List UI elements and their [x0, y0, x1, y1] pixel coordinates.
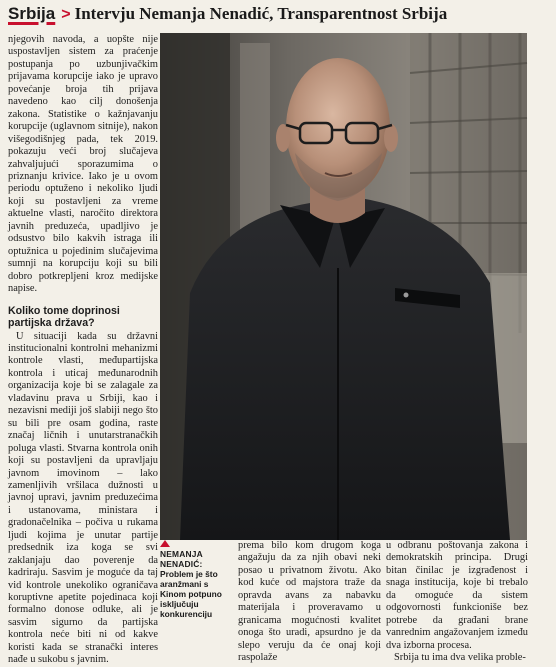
portrait-illustration: [160, 33, 527, 540]
article-column-3: [238, 540, 381, 664]
article-column-4: [386, 540, 528, 664]
interview-question: Koliko tome doprinosi partijska država?: [8, 304, 120, 330]
paragraph: u odbranu poštovanja zakona i demokratskih principa. Drugi bitan činilac je izgrađenost i snaga institucija, koje bi trebalo da omoguće da sistem odgovornosti funkcioniše bez potrebe da građani brane vanrednim angažovanjem između dva izborna procesa.: [386, 540, 528, 651]
article-column-1: [8, 34, 158, 666]
paragraph: njegovih navoda, a uopšte nije uspostavljen sistem za praćenje postupanja po uzbunjivačkim prijavama korupcije iako je upravo povećanje broja tih prijava navedeno kao cilj donošenja zakona. Statistike o kažnjavanju korupcije (uglavnom sitnije), nakon višegodišnjeg pada, tek 2019. pokazuju veći broj slučajeva zahvaljujući sporazumima o priznanju krivice. Iako je u ovom periodu optuženo i nekoliko ljudi koji su postavljeni za vreme aktuelne vlasti, naročito direktora javnih preduzeća, upadljivo je odsustvo bilo kakvih istraga ili optužnica u pojedinim slučajevima sumnji na korupciju koji su bili dobro potkrepljeni kroz medijske napise.: [8, 34, 158, 295]
paragraph: U situaciji kada su državni institucionalni kontrolni mehanizmi kontrole vlasti, međupartijska kontrola i uticaj međunarodnih organizacija koje bi se zalagale za vladavinu prava u Srbiji, kao i nezavisni mediji još slabiji nego što su bili pre osam godina, raste značaj ličnih i unutarstranačkih poluga vlasti. Stvarna kontrola onih koji su postavljeni da upravljaju javnom imovinom – lako zamenljivih vršilaca dužnosti u javnoj upravi, javnim preduzećima i ustanovama, ministara i gradonačelnika – počiva u rukama ljudi kojima je unutar partije predsednik iza koga se svi zaklanjaju dao poverenje da kadriraju. Sasvim je moguće da taj vid kontrole unekoliko ograničava koruptivne apetite pojedinaca koji formalno donose odluke, ali je sasvim sigurno da partijska kontrola neće biti ni od kakve koristi kada se stranački interes nađe u sukobu s javnim.: [8, 330, 158, 666]
caption-text: Problem je što aranžmani s Kinom potpuno isključuju konkurenciju: [160, 569, 222, 619]
page-header: [8, 4, 548, 28]
photo-caption: [160, 540, 236, 619]
caption-name: NEMANJA NENADIĆ:: [160, 549, 203, 569]
page-title: Intervju Nemanja Nenadić, Transparentnost Srbija: [74, 4, 448, 23]
paragraph: Srbija tu ima dva velika proble-: [394, 652, 526, 664]
caption-triangle-icon: [160, 540, 170, 547]
portrait-photo: [160, 33, 527, 540]
breadcrumb-separator: >: [61, 6, 71, 23]
section-label: Srbija: [8, 4, 56, 23]
paragraph: prema bilo kom drugom koga angažuju da za njih obavi neki posao u privatnom životu. Ako kod kuće od majstora traže da opravda avans za nabavku materijala i proveravamo u granicama mogućnosti kvalitet onoga što uradi, apsurdno je da slepo veruju da će onaj koji raspolaže: [238, 540, 381, 664]
